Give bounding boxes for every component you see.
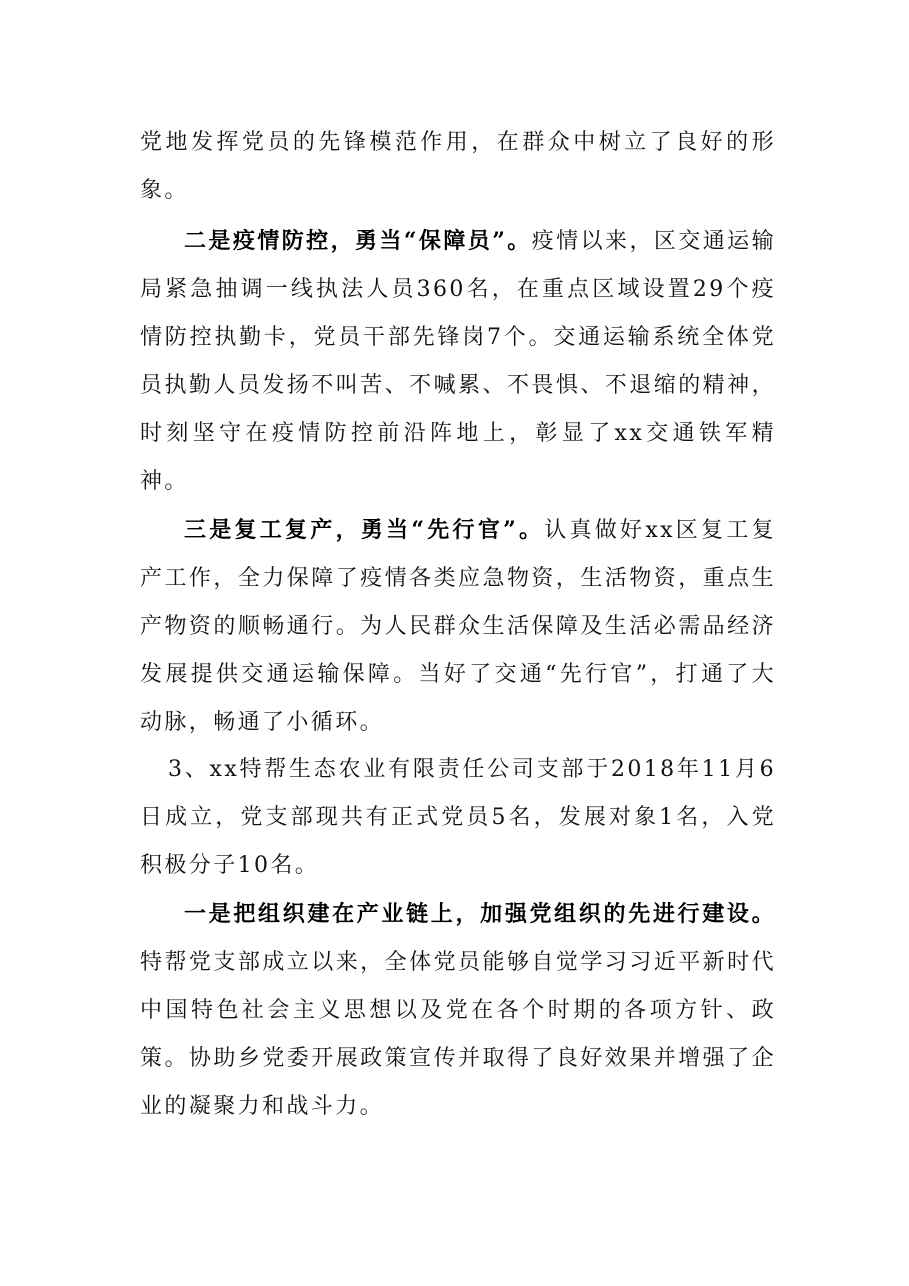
paragraph-text: 特帮党支部成立以来，全体党员能够自觉学习习近平新时代中国特色社会主义思想以及党在各个时期的各项方针、政策。协助乡党委开展政策宣传并取得了良好效果并增强了企业的凝聚力和战斗力。 bbox=[140, 950, 776, 1119]
paragraph-text: 疫情以来，区交通运输局紧急抽调一线执法人员360名，在重点区域设置29个疫情防控执勤卡，党员干部先锋岗7个。交通运输系统全体党员执勤人员发扬不叫苦、不喊累、不畏惧、不退缩的精神，时刻坚守在疫情防控前沿阵地上，彰显了xx交通铁军精神。 bbox=[140, 229, 776, 494]
paragraph-text: 党地发挥党员的先锋模范作用，在群众中树立了良好的形象。 bbox=[140, 130, 776, 203]
paragraph-epidemic-control bbox=[140, 217, 776, 506]
paragraph-intro-continuation bbox=[140, 119, 776, 215]
paragraph-company-branch bbox=[140, 746, 776, 890]
paragraph-heading: 一是把组织建在产业链上，加强党组织的先进行建设。 bbox=[184, 901, 776, 927]
paragraph-text: 3、xx特帮生态农业有限责任公司支部于2018年11月6日成立，党支部现共有正式党员5名，发展对象1名，入党积极分子10名。 bbox=[140, 757, 776, 878]
paragraph-heading: 二是疫情防控，勇当“保障员”。 bbox=[184, 228, 532, 254]
paragraph-text: 认真做好xx区复工复产工作，全力保障了疫情各类应急物资，生活物资，重点生产物资的顺畅通行。为人民群众生活保障及生活必需品经济发展提供交通运输保障。当好了交通“先行官”，打通了大动脉，畅通了小循环。 bbox=[140, 518, 776, 735]
paragraph-heading: 三是复工复产，勇当“先行官”。 bbox=[184, 517, 545, 543]
paragraph-resume-production bbox=[140, 506, 776, 747]
paragraph-industry-chain bbox=[140, 890, 776, 1131]
